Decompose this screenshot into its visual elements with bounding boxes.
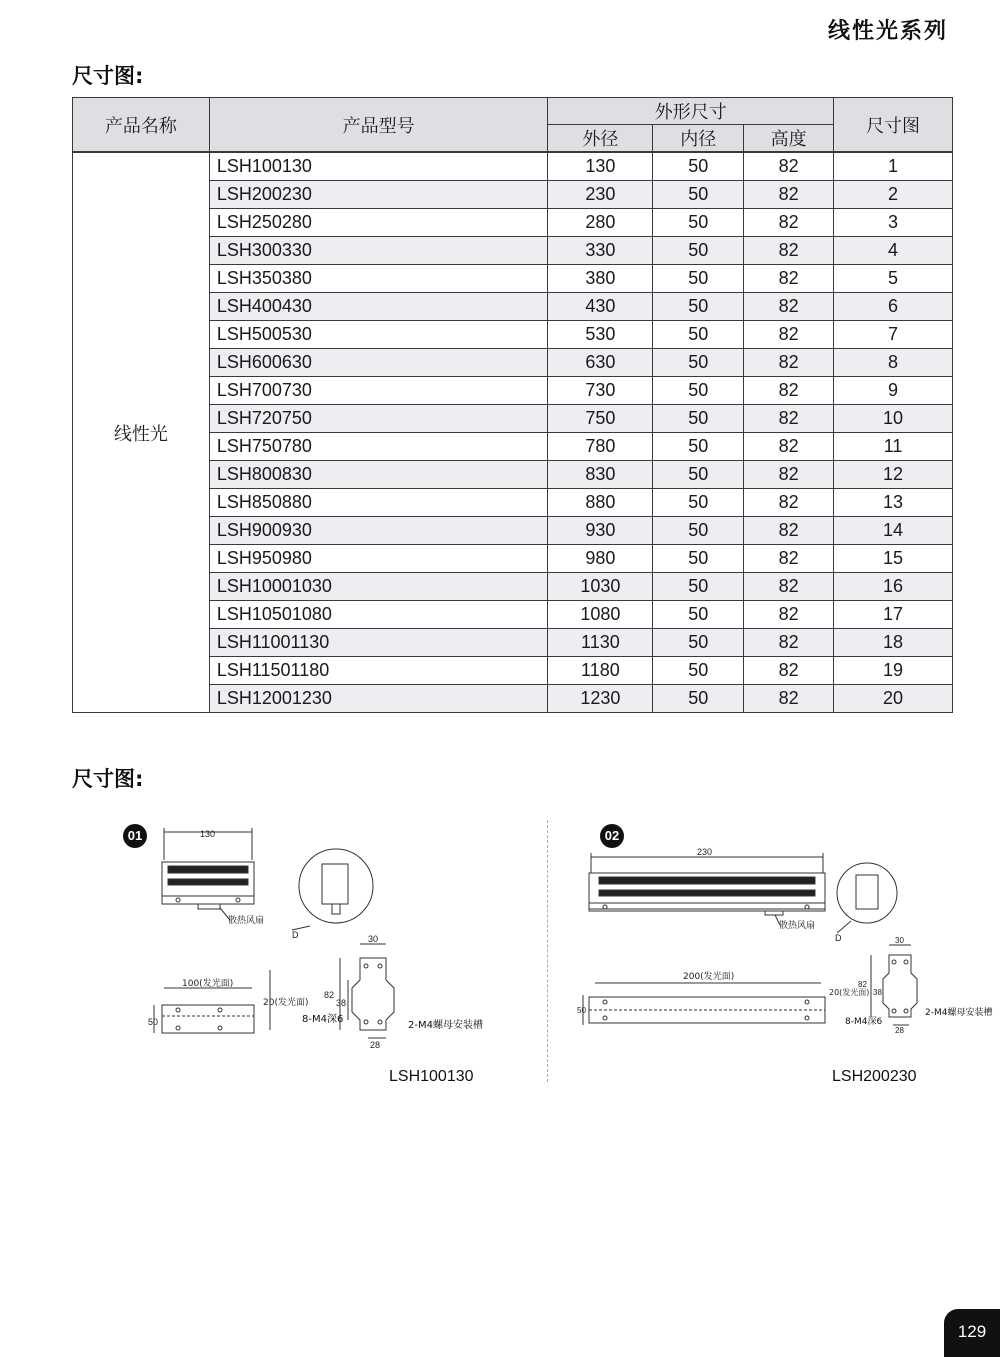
height-dim-side-1: 50	[148, 1017, 159, 1027]
drawing-no-cell: 11	[834, 433, 953, 461]
inner-cell: 50	[653, 237, 744, 265]
detail-label-1: D	[292, 930, 299, 940]
height-cell: 82	[744, 685, 834, 713]
inner-cell: 50	[653, 181, 744, 209]
length-dim-2: 230	[697, 847, 713, 857]
inner-cell: 50	[653, 152, 744, 181]
height-cell: 82	[744, 629, 834, 657]
drawing-no-cell: 2	[834, 181, 953, 209]
height-cell: 82	[744, 321, 834, 349]
group-name-cell: 线性光	[73, 152, 210, 713]
outer-cell: 280	[548, 209, 653, 237]
model-cell: LSH300330	[209, 237, 548, 265]
height-cell: 82	[744, 517, 834, 545]
outer-cell: 630	[548, 349, 653, 377]
emit-h-dim-1: 20(发光面)	[263, 998, 309, 1008]
height-cell: 82	[744, 601, 834, 629]
outer-cell: 730	[548, 377, 653, 405]
drawing-1	[140, 820, 400, 1050]
height-cell: 82	[744, 657, 834, 685]
width-dim-2: 30	[895, 936, 904, 945]
drawing-model-1: LSH100130	[389, 1068, 474, 1085]
header-product-model: 产品型号	[209, 98, 548, 153]
drawing-no-cell: 14	[834, 517, 953, 545]
outer-cell: 880	[548, 489, 653, 517]
model-cell: LSH350380	[209, 265, 548, 293]
page-number: 129	[944, 1309, 1000, 1357]
emit-dim-2: 200(发光面)	[683, 972, 735, 982]
base-dim-1: 28	[370, 1040, 381, 1050]
drawing-no-cell: 20	[834, 685, 953, 713]
model-cell: LSH12001230	[209, 685, 548, 713]
header-outline: 外形尺寸	[548, 98, 834, 125]
model-cell: LSH10501080	[209, 601, 548, 629]
drawing-no-cell: 12	[834, 461, 953, 489]
drawing-no-cell: 7	[834, 321, 953, 349]
height-cell: 82	[744, 152, 834, 181]
height-cell: 82	[744, 209, 834, 237]
inner-cell: 50	[653, 349, 744, 377]
inner-cell: 50	[653, 461, 744, 489]
height-cell: 82	[744, 405, 834, 433]
height-cell: 82	[744, 181, 834, 209]
outer-cell: 530	[548, 321, 653, 349]
outer-cell: 830	[548, 461, 653, 489]
model-cell: LSH800830	[209, 461, 548, 489]
drawing-no-cell: 16	[834, 573, 953, 601]
spec-table	[72, 97, 953, 713]
inner-cell: 50	[653, 657, 744, 685]
drawing-no-cell: 10	[834, 405, 953, 433]
header-inner: 内径	[653, 125, 744, 153]
header-product-name: 产品名称	[73, 98, 210, 153]
height-cell: 82	[744, 461, 834, 489]
model-cell: LSH100130	[209, 152, 548, 181]
inner-cell: 50	[653, 209, 744, 237]
slot-label-2: 2-M4螺母安装槽	[925, 1008, 993, 1018]
drawing-no-cell: 5	[834, 265, 953, 293]
model-cell: LSH720750	[209, 405, 548, 433]
model-cell: LSH250280	[209, 209, 548, 237]
height-cell: 82	[744, 489, 834, 517]
outer-cell: 750	[548, 405, 653, 433]
header-outer: 外径	[548, 125, 653, 153]
drawing-no-cell: 17	[834, 601, 953, 629]
inner-cell: 50	[653, 545, 744, 573]
length-dim-1: 130	[200, 829, 216, 839]
spec-table-body	[73, 152, 953, 713]
height-cell: 82	[744, 293, 834, 321]
outer-cell: 1080	[548, 601, 653, 629]
emit-h-dim-2: 20(发光面)	[829, 988, 870, 997]
section-title-table: 尺寸图:	[72, 64, 144, 88]
height-cell: 82	[744, 265, 834, 293]
height-dim-1: 82	[324, 990, 335, 1000]
height-cell: 82	[744, 349, 834, 377]
inner-cell: 50	[653, 377, 744, 405]
inner-cell: 50	[653, 265, 744, 293]
drawing-no-cell: 8	[834, 349, 953, 377]
drawing-no-cell: 15	[834, 545, 953, 573]
drawing-badge-1: 01	[123, 824, 147, 848]
height-cell: 82	[744, 237, 834, 265]
outer-cell: 1130	[548, 629, 653, 657]
emit-dim-1: 100(发光面)	[182, 979, 234, 989]
outer-cell: 430	[548, 293, 653, 321]
drawing-divider	[547, 820, 548, 1082]
drawing-model-2: LSH200230	[832, 1068, 917, 1085]
inner-cell: 50	[653, 629, 744, 657]
height-dim-side-2: 50	[577, 1006, 586, 1015]
outer-cell: 780	[548, 433, 653, 461]
drawing-no-cell: 6	[834, 293, 953, 321]
outer-cell: 230	[548, 181, 653, 209]
inner-cell: 50	[653, 517, 744, 545]
model-cell: LSH10001030	[209, 573, 548, 601]
model-cell: LSH700730	[209, 377, 548, 405]
header-height: 高度	[744, 125, 834, 153]
mid-dim-2: 38	[873, 988, 882, 997]
model-cell: LSH11501180	[209, 657, 548, 685]
width-dim-1: 30	[368, 934, 379, 944]
drawing-no-cell: 4	[834, 237, 953, 265]
series-title: 线性光系列	[827, 19, 948, 44]
hole-label-2: 8-M4深6	[845, 1017, 883, 1027]
hole-label-1: 8-M4深6	[302, 1014, 344, 1025]
outer-cell: 980	[548, 545, 653, 573]
drawing-no-cell: 19	[834, 657, 953, 685]
slot-label-1: 2-M4螺母安装槽	[408, 1020, 483, 1031]
mid-dim-1: 38	[336, 998, 347, 1008]
header-drawing: 尺寸图	[834, 98, 953, 153]
base-dim-2: 28	[895, 1026, 904, 1035]
drawing-no-cell: 1	[834, 152, 953, 181]
drawing-no-cell: 18	[834, 629, 953, 657]
table-row	[73, 152, 953, 181]
height-cell: 82	[744, 433, 834, 461]
inner-cell: 50	[653, 573, 744, 601]
model-cell: LSH900930	[209, 517, 548, 545]
model-cell: LSH850880	[209, 489, 548, 517]
height-cell: 82	[744, 545, 834, 573]
section-title-drawings: 尺寸图:	[72, 767, 144, 791]
inner-cell: 50	[653, 685, 744, 713]
drawing-no-cell: 13	[834, 489, 953, 517]
model-cell: LSH600630	[209, 349, 548, 377]
drawing-no-cell: 9	[834, 377, 953, 405]
inner-cell: 50	[653, 601, 744, 629]
outer-cell: 1030	[548, 573, 653, 601]
drawing-badge-2: 02	[600, 824, 624, 848]
inner-cell: 50	[653, 321, 744, 349]
outer-cell: 130	[548, 152, 653, 181]
model-cell: LSH750780	[209, 433, 548, 461]
model-cell: LSH11001130	[209, 629, 548, 657]
drawing-no-cell: 3	[834, 209, 953, 237]
model-cell: LSH950980	[209, 545, 548, 573]
outer-cell: 930	[548, 517, 653, 545]
outer-cell: 1180	[548, 657, 653, 685]
outer-cell: 330	[548, 237, 653, 265]
inner-cell: 50	[653, 433, 744, 461]
height-dim-2: 82	[858, 980, 867, 989]
outer-cell: 380	[548, 265, 653, 293]
fan-label-1: 散热风扇	[228, 916, 265, 926]
detail-label-2: D	[835, 933, 842, 943]
model-cell: LSH400430	[209, 293, 548, 321]
inner-cell: 50	[653, 489, 744, 517]
drawing-2	[575, 845, 985, 1045]
height-cell: 82	[744, 377, 834, 405]
fan-label-2: 散热风扇	[779, 921, 816, 931]
model-cell: LSH200230	[209, 181, 548, 209]
model-cell: LSH500530	[209, 321, 548, 349]
outer-cell: 1230	[548, 685, 653, 713]
inner-cell: 50	[653, 293, 744, 321]
height-cell: 82	[744, 573, 834, 601]
inner-cell: 50	[653, 405, 744, 433]
